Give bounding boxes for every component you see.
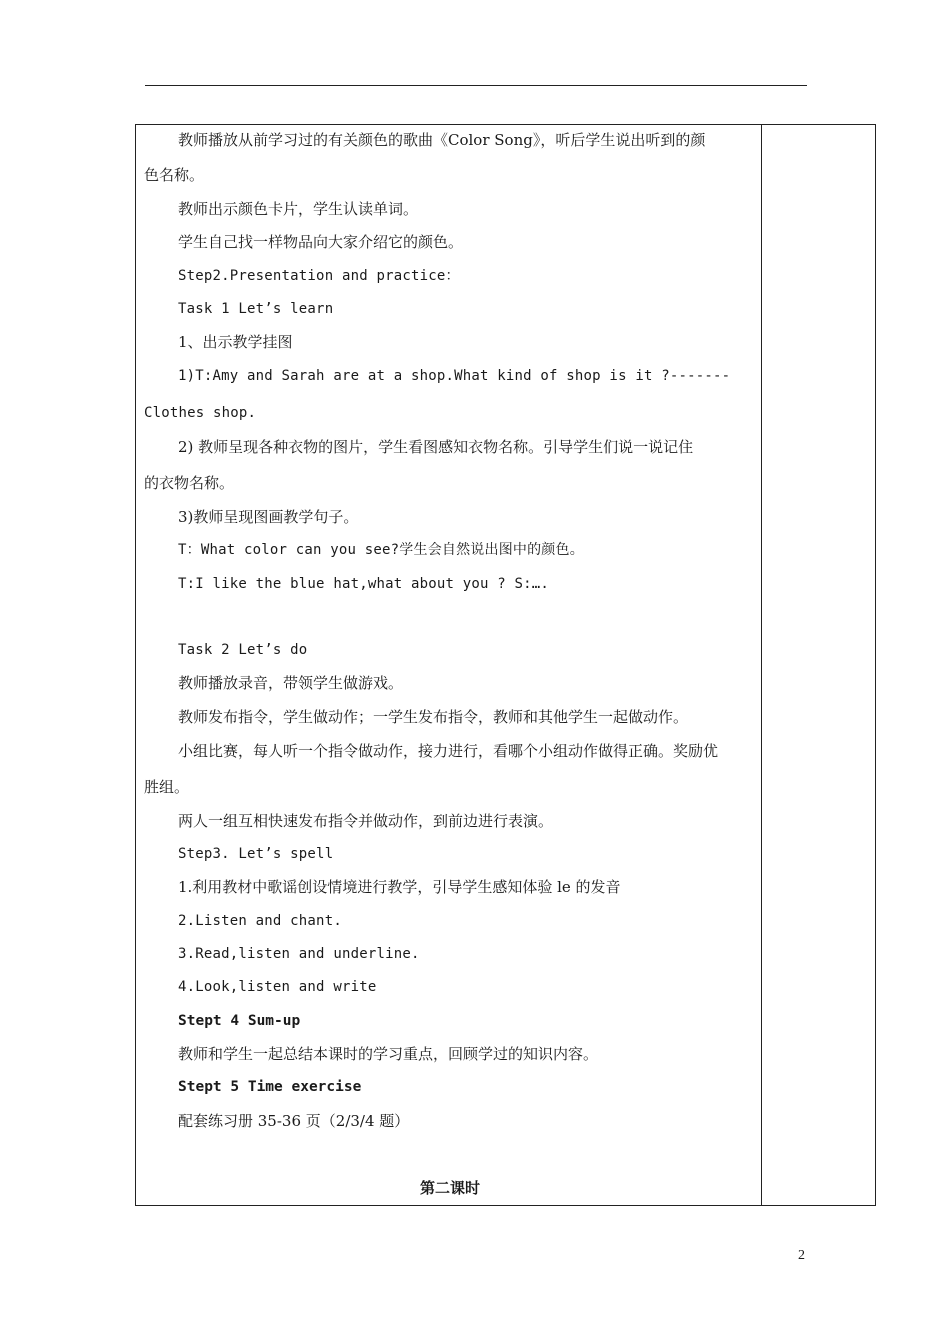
text-line: T：What color can you see?学生会自然说出图中的颜色。 — [178, 542, 584, 558]
text-line: 的衣物名称。 — [144, 474, 235, 492]
text-line: 胜组。 — [144, 778, 190, 796]
text-line: 配套练习册 35-36 页（2/3/4 题） — [178, 1112, 410, 1130]
text-line: 1)T:Amy and Sarah are at a shop.What kind of shop is it ?------- — [178, 368, 731, 384]
section-title: 第二课时 — [419, 1179, 480, 1197]
header-rule — [145, 85, 807, 86]
text-line: 2) 教师呈现各种衣物的图片，学生看图感知衣物名称。引导学生们说一说记住 — [178, 438, 694, 456]
text-line: Clothes shop. — [144, 405, 257, 421]
text-line: 小组比赛，每人听一个指令做动作，接力进行，看哪个小组动作做得正确。奖励优 — [178, 742, 719, 760]
text-line: Task 2 Let’s do — [178, 642, 308, 658]
text-line: 4.Look,listen and write — [178, 979, 377, 995]
text-line: 两人一组互相快速发布指令并做动作，到前边进行表演。 — [178, 812, 554, 830]
lesson-plan-table — [135, 124, 876, 1206]
text-line: Step3. Let’s spell — [178, 846, 334, 862]
step-heading: Stept 5 Time exercise — [178, 1079, 362, 1095]
text-line: 1.利用教材中歌谣创设情境进行教学，引导学生感知体验 le 的发音 — [178, 878, 621, 896]
text-line: 教师和学生一起总结本课时的学习重点，回顾学过的知识内容。 — [178, 1045, 599, 1063]
text-line: 教师发布指令，学生做动作；一学生发布指令，教师和其他学生一起做动作。 — [178, 708, 689, 726]
column-divider — [761, 125, 762, 1205]
text-line: Task 1 Let’s learn — [178, 301, 334, 317]
text-line: 学生自己找一样物品向大家介绍它的颜色。 — [178, 233, 464, 251]
text-line: 教师播放录音，带领学生做游戏。 — [178, 674, 404, 692]
text-line: Step2.Presentation and practice： — [178, 268, 460, 284]
text-line: 3.Read,listen and underline. — [178, 946, 420, 962]
text-line: 3)教师呈现图画教学句子。 — [178, 508, 359, 526]
text-line: 2.Listen and chant. — [178, 913, 342, 929]
page-number: 2 — [798, 1248, 805, 1263]
text-line: 色名称。 — [144, 166, 205, 184]
step-heading: Stept 4 Sum-up — [178, 1013, 301, 1029]
text-line: 教师播放从前学习过的有关颜色的歌曲《Color Song》，听后学生说出听到的颜 — [178, 131, 706, 149]
text-line: 教师出示颜色卡片，学生认读单词。 — [178, 200, 419, 218]
text-line: 1、出示教学挂图 — [178, 333, 293, 351]
text-line: T:I like the blue hat,what about you ? S:…. — [178, 576, 550, 592]
